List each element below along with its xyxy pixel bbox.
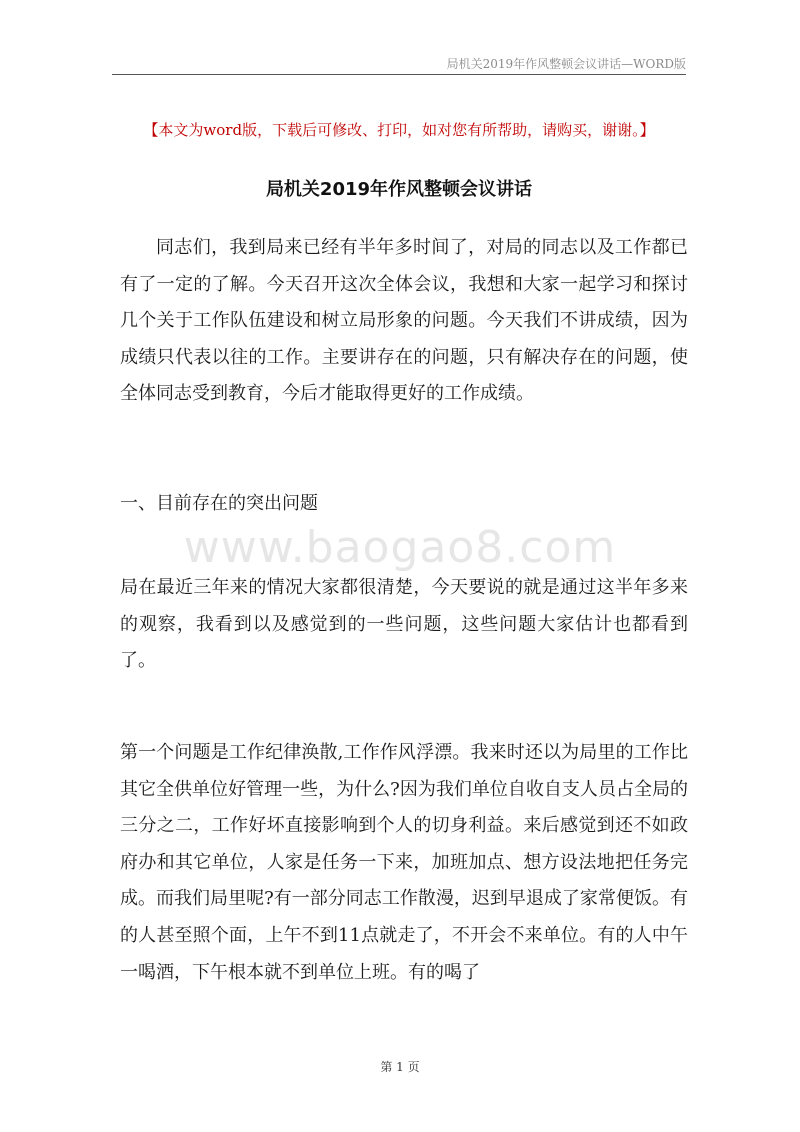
body-paragraph-2: 局在最近三年来的情况大家都很清楚，今天要说的就是通过这半年多来的观察，我看到以及感觉到的一些问题，这些问题大家估计也都看到了。: [120, 577, 688, 672]
page-header: [112, 50, 686, 75]
page-number: 第 1 页: [380, 1060, 420, 1074]
header-text: 局机关2019年作风整顿会议讲话—WORD版: [446, 57, 686, 71]
intro-paragraph: 同志们，我到局来已经有半年多时间了，对局的同志以及工作都已有了一定的了解。今天召开这次全体会议，我想和大家一起学习和探讨几个关于工作队伍建设和树立局形象的问题。今天我们不讲成绩，因为成绩只代表以往的工作。主要讲存在的问题，只有解决存在的问题，使全体同志受到教育，今后才能取得更好的工作成绩。: [120, 237, 688, 405]
purchase-notice: 【本文为word版，下载后可修改、打印，如对您有所帮助，请购买，谢谢。】: [143, 121, 655, 139]
body-paragraph-3: 第一个问题是工作纪律涣散,工作作风浮漂。我来时还以为局里的工作比其它全供单位好管理一些，为什么?因为我们单位自收自支人员占全局的三分之二，工作好坏直接影响到个人的切身利益。来后感觉到还不如政府办和其它单位，人家是任务一下来，加班加点、想方设法地把任务完成。而我们局里呢?有一部分同志工作散漫，迟到早退成了家常便饭。有的人甚至照个面，上午不到11点就走了，不开会不来单位。有的人中午一喝酒，下午根本就不到单位上班。有的喝了: [120, 742, 688, 983]
watermark: www.baogao8.com: [183, 522, 617, 573]
section-heading: 一、目前存在的突出问题: [120, 493, 318, 514]
document-title: 局机关2019年作风整顿会议讲话: [265, 179, 533, 200]
